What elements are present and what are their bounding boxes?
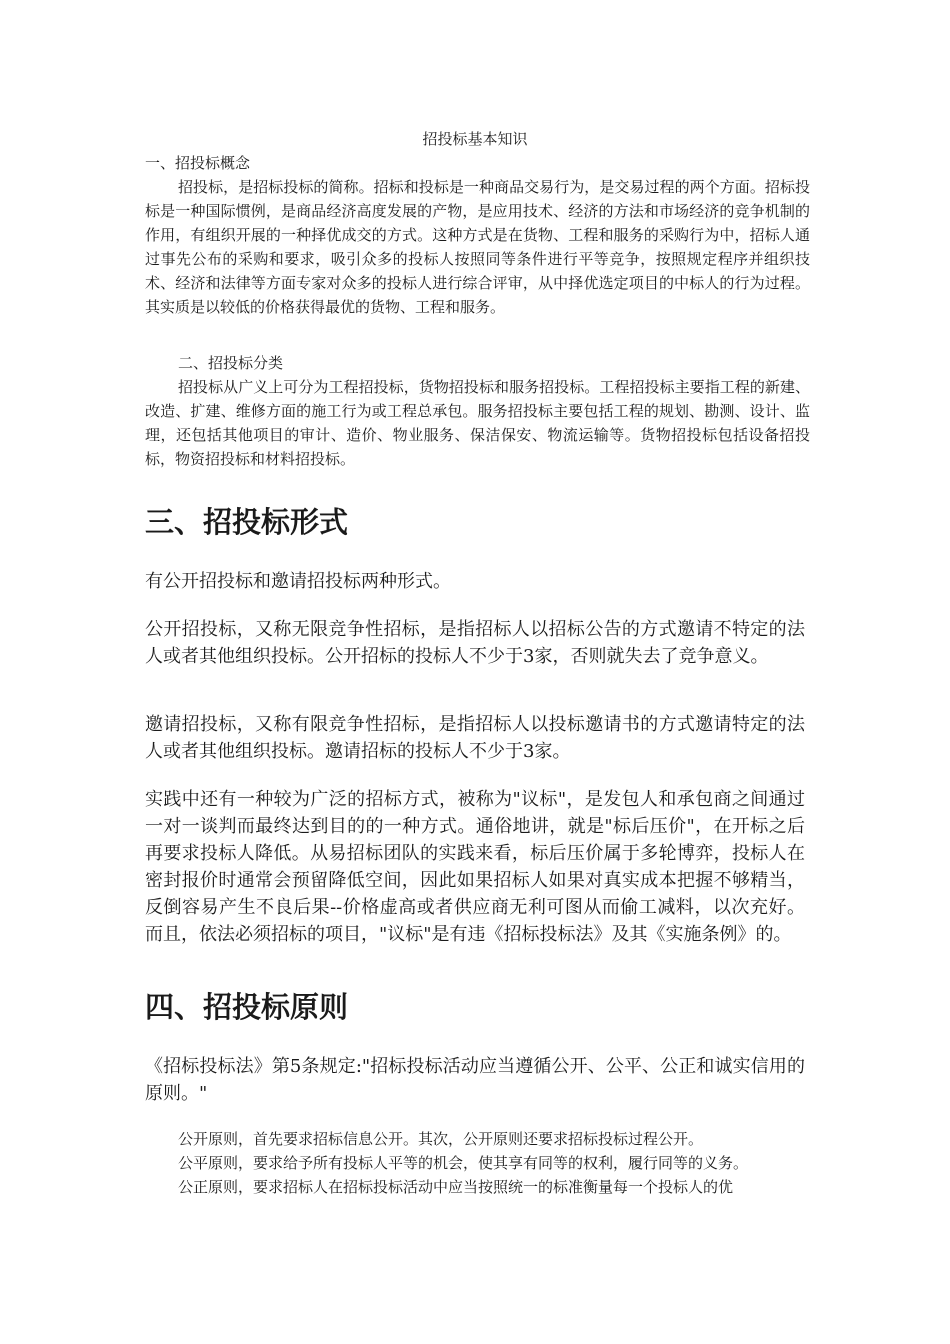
section-2-paragraph: 招投标从广义上可分为工程招投标，货物招投标和服务招投标。工程招投标主要指工程的新建、改造、扩建、维修方面的施工行为或工程总承包。服务招投标主要包括工程的规划、勘测、设计、监理，还包括其他项目的审计、造价、物业服务、保洁保安、物流运输等。货物招投标包括设备招投标，物资招投标和材料招投标。 — [145, 378, 810, 468]
section-1-heading: 一、招投标概念 — [145, 154, 251, 172]
section-3-paragraph-2: 公开招投标，又称无限竞争性招标，是指招标人以招标公告的方式邀请不特定的法人或者其他组织投标。公开招标的投标人不少于3家，否则就失去了竞争意义。 — [145, 619, 805, 667]
section-3-paragraph-1: 有公开招投标和邀请招投标两种形式。 — [145, 571, 451, 592]
section-3-heading: 三、招投标形式 — [145, 505, 349, 539]
document-title: 招投标基本知识 — [422, 130, 528, 148]
principle-just: 公正原则，要求招标人在招标投标活动中应当按照统一的标准衡量每一个投标人的优 — [178, 1178, 734, 1196]
principle-fair: 公平原则，要求给予所有投标人平等的机会，使其享有同等的权利，履行同等的义务。 — [178, 1154, 749, 1172]
section-4-heading: 四、招投标原则 — [145, 990, 349, 1024]
section-2-heading: 二、招投标分类 — [178, 354, 284, 372]
section-4-paragraph-1: 《招标投标法》第5条规定:"招标投标活动应当遵循公开、公平、公正和诚实信用的原则。" — [145, 1056, 805, 1104]
section-3-paragraph-3: 邀请招投标，又称有限竞争性招标，是指招标人以投标邀请书的方式邀请特定的法人或者其他组织投标。邀请招标的投标人不少于3家。 — [145, 714, 805, 762]
section-1-paragraph: 招投标，是招标投标的简称。招标和投标是一种商品交易行为，是交易过程的两个方面。招标投标是一种国际惯例，是商品经济高度发展的产物，是应用技术、经济的方法和市场经济的竞争机制的作用，有组织开展的一种择优成交的方式。这种方式是在货物、工程和服务的采购行为中，招标人通过事先公布的采购和要求，吸引众多的投标人按照同等条件进行平等竞争，按照规定程序并组织技术、经济和法律等方面专家对众多的投标人进行综合评审，从中择优选定项目的中标人的行为过程。其实质是以较低的价格获得最优的货物、工程和服务。 — [145, 178, 810, 316]
section-3-paragraph-4: 实践中还有一种较为广泛的招标方式，被称为"议标"，是发包人和承包商之间通过一对一谈判而最终达到目的的一种方式。通俗地讲，就是"标后压价"，在开标之后再要求投标人降低。从易招标团队的实践来看，标后压价属于多轮博弈，投标人在密封报价时通常会预留降低空间，因此如果招标人如果对真实成本把握不够精当，反倒容易产生不良后果--价格虚高或者供应商无利可图从而偷工减料，以次充好。而且，依法必须招标的项目，"议标"是有违《招标投标法》及其《实施条例》的。 — [145, 789, 805, 945]
principle-open: 公开原则，首先要求招标信息公开。其次，公开原则还要求招标投标过程公开。 — [178, 1130, 704, 1148]
